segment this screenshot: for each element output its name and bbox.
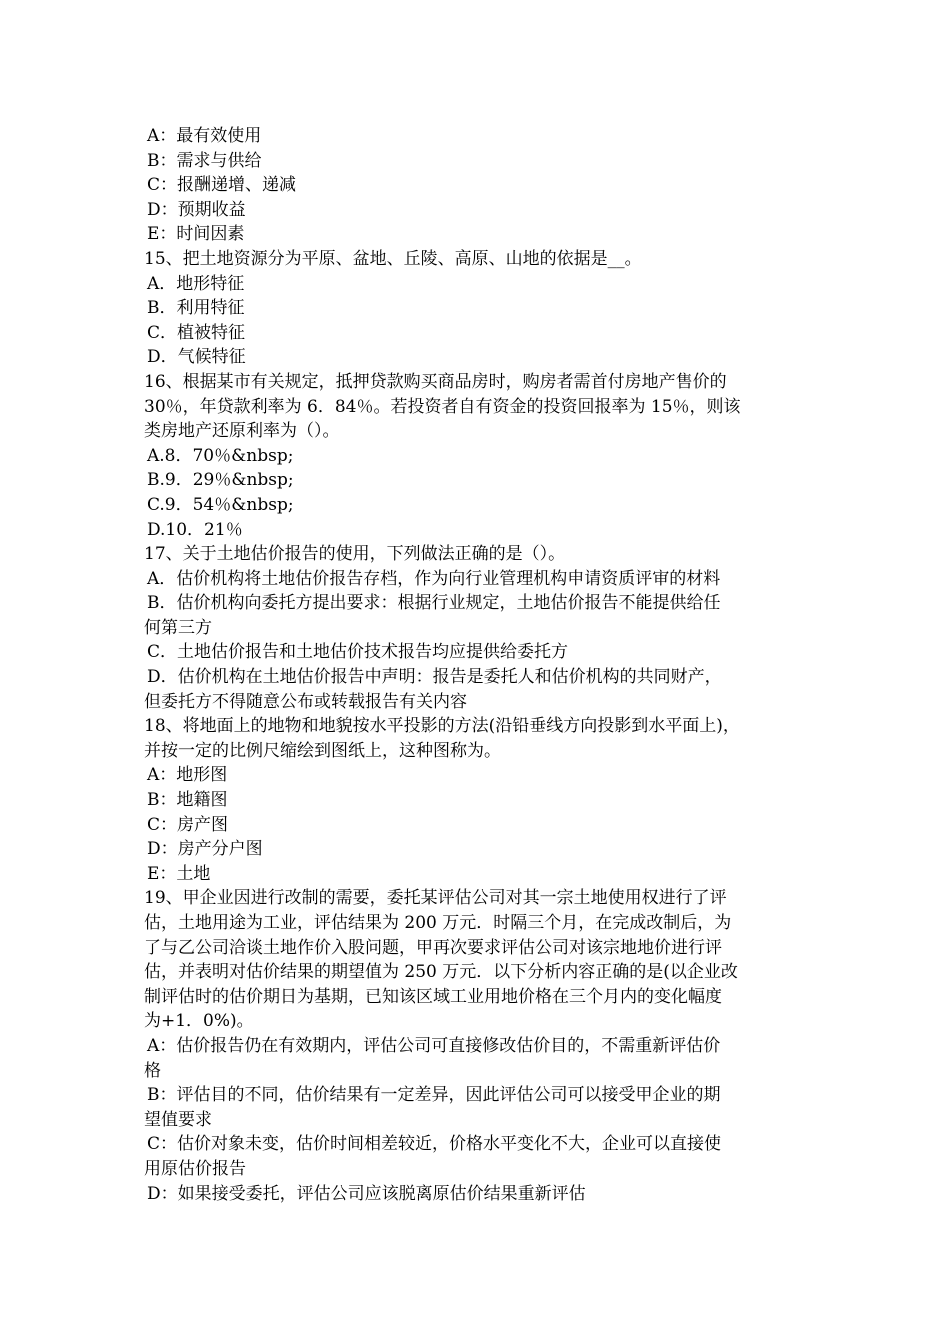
q18-stem-line-2: 并按一定的比例尺缩绘到图纸上，这种图称为。 <box>144 740 501 761</box>
q18-option-d: D：房产分户图 <box>147 839 263 860</box>
q16-stem-line-3: 类房地产还原利率为（）。 <box>144 421 340 442</box>
q18-option-e: E：土地 <box>147 863 211 884</box>
q16-option-a: A.8．70％&nbsp; <box>147 445 294 466</box>
q19-option-a-line-2: 格 <box>144 1060 161 1081</box>
q19-option-b-line-1: B：评估目的不同，估价结果有一定差异，因此评估公司可以接受甲企业的期 <box>147 1085 721 1106</box>
q17-option-d-line-1: D．估价机构在土地估价报告中声明：报告是委托人和估价机构的共同财产， <box>147 667 722 688</box>
q15-option-d: D．气候特征 <box>147 347 246 368</box>
question-15 <box>144 247 810 370</box>
question-18 <box>144 714 810 886</box>
q19-stem-line-5: 制评估时的估价期日为基期，已知该区域工业用地价格在三个月内的变化幅度 <box>144 986 722 1007</box>
q19-option-c-line-2: 用原估价报告 <box>144 1158 246 1179</box>
q18-stem-line-1: 18、将地面上的地物和地貌按水平投影的方法(沿铅垂线方向投影到水平面上)， <box>144 716 740 737</box>
q18-option-a: A：地形图 <box>147 765 228 786</box>
q16-stem-line-2: 30％，年贷款利率为 6．84％。若投资者自有资金的投资回报率为 15％，则该 <box>144 396 741 417</box>
q16-option-d: D.10．21％ <box>147 519 243 540</box>
q14-option-a: A：最有效使用 <box>147 126 262 146</box>
document-page <box>144 124 810 1206</box>
q19-option-b-line-2: 望值要求 <box>144 1109 212 1130</box>
q14-option-b: B：需求与供给 <box>147 150 262 171</box>
q16-option-b: B.9．29％&nbsp; <box>147 470 294 491</box>
q14-option-d: D：预期收益 <box>147 199 246 220</box>
q15-option-c: C．植被特征 <box>147 322 246 343</box>
q19-stem-line-1: 19、甲企业因进行改制的需要，委托某评估公司对其一宗土地使用权进行了评 <box>144 888 727 909</box>
q15-stem: 15、把土地资源分为平原、盆地、丘陵、高原、山地的依据是__。 <box>144 248 642 269</box>
q17-stem: 17、关于土地估价报告的使用，下列做法正确的是（）。 <box>144 544 566 565</box>
q18-option-c: C：房产图 <box>147 814 229 835</box>
q17-option-b-line-1: B．估价机构向委托方提出要求：根据行业规定，土地估价报告不能提供给任 <box>147 593 721 614</box>
q17-option-c: C．土地估价报告和土地估价技术报告均应提供给委托方 <box>147 642 569 663</box>
q17-option-d-line-2: 但委托方不得随意公布或转载报告有关内容 <box>144 691 467 712</box>
q19-stem-line-4: 估，并表明对估价结果的期望值为 250 万元．以下分析内容正确的是(以企业改 <box>144 962 738 983</box>
q19-stem-line-3: 了与乙公司洽谈土地作价入股问题，甲再次要求评估公司对该宗地地价进行评 <box>144 937 722 958</box>
question-16 <box>144 370 810 542</box>
q19-stem-line-6: 为+1．0%)。 <box>144 1011 254 1032</box>
q14-option-e: E：时间因素 <box>147 224 245 245</box>
question-19 <box>144 886 810 1206</box>
q17-option-b-line-2: 何第三方 <box>144 617 212 638</box>
q15-option-b: B．利用特征 <box>147 298 245 319</box>
q19-stem-line-2: 估，土地用途为工业，评估结果为 200 万元．时隔三个月，在完成改制后，为 <box>144 913 732 933</box>
q15-option-a: A．地形特征 <box>147 273 245 294</box>
q17-option-a: A．估价机构将土地估价报告存档，作为向行业管理机构申请资质评审的材料 <box>147 568 721 589</box>
q16-option-c: C.9．54％&nbsp; <box>147 494 294 515</box>
q19-option-c-line-1: C：估价对象未变，估价时间相差较近，价格水平变化不大，企业可以直接使 <box>147 1134 722 1155</box>
q16-stem-line-1: 16、根据某市有关规定，抵押贷款购买商品房时，购房者需首付房地产售价的 <box>144 371 727 392</box>
q19-option-a-line-1: A：估价报告仍在有效期内，评估公司可直接修改估价目的，不需重新评估价 <box>147 1035 721 1056</box>
q18-option-b: B：地籍图 <box>147 790 228 811</box>
q14-option-c: C：报酬递增、递减 <box>147 175 297 196</box>
question-17 <box>144 542 810 714</box>
q19-option-d: D：如果接受委托，评估公司应该脱离原估价结果重新评估 <box>147 1183 586 1204</box>
q14-options <box>144 124 810 247</box>
